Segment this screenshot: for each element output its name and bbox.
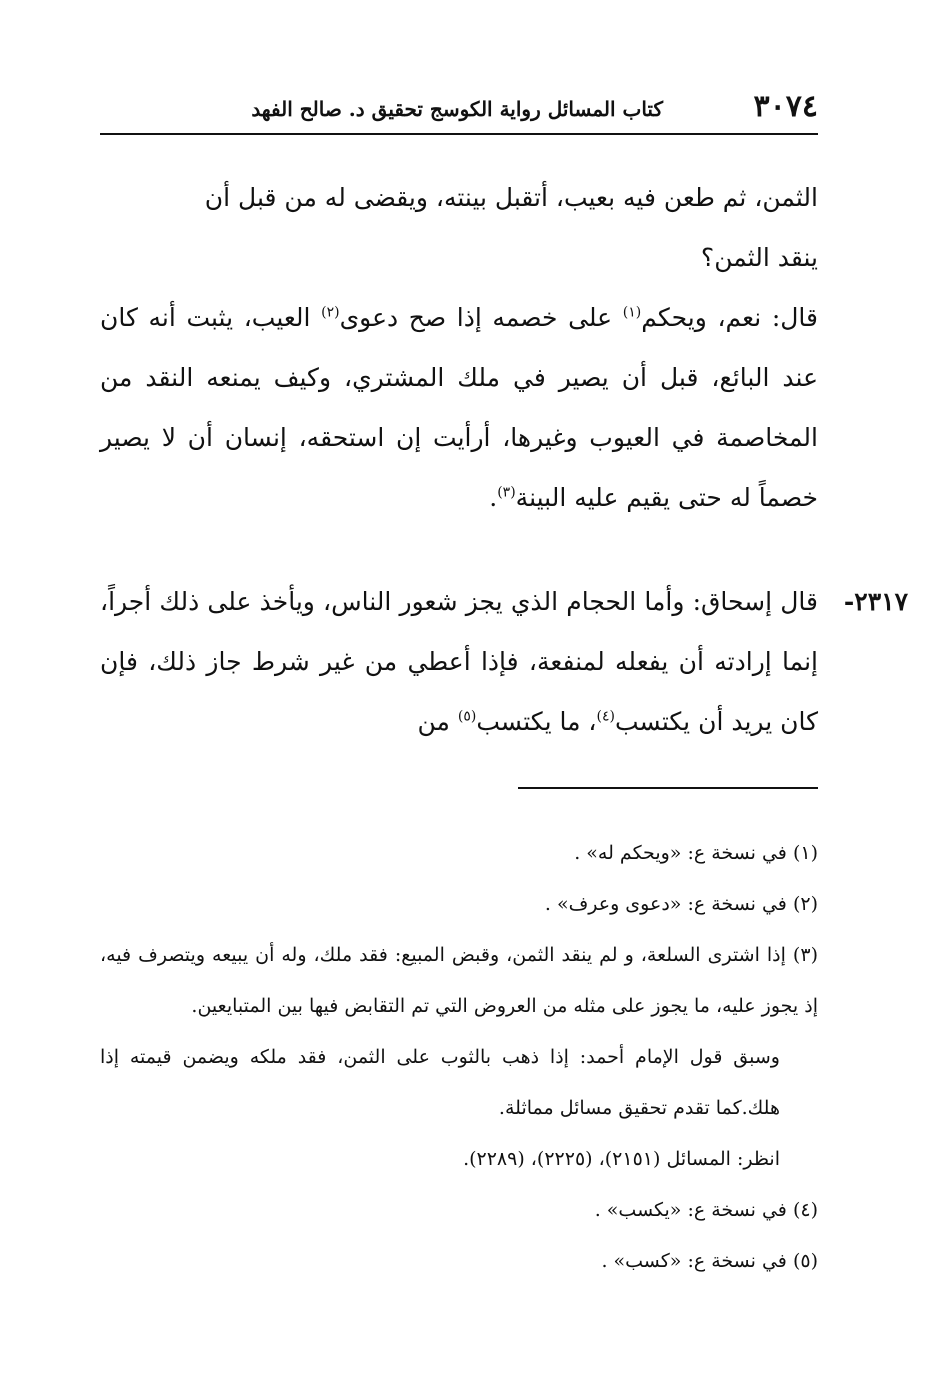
footnote-4	[100, 1185, 818, 1236]
footnote-text: في نسخة ع: «يكسب» .	[594, 1199, 787, 1221]
footnote-number: (١)	[792, 842, 818, 864]
answer-text-a: قال: نعم، ويحكم	[641, 303, 818, 332]
footnote-ref-3[interactable]: (٣)	[497, 484, 516, 501]
paragraph-answer	[100, 288, 818, 528]
answer-text-d: .	[489, 483, 498, 512]
entry-2317	[100, 572, 908, 752]
header-rule	[100, 133, 818, 135]
footnote-3	[100, 930, 818, 1032]
footnote-number: (٤)	[792, 1199, 818, 1221]
footnote-ref-1[interactable]: (١)	[622, 304, 642, 321]
footnote-1	[100, 828, 818, 879]
entry-number: ٢٣١٧-	[843, 587, 908, 616]
answer-text-c: العيب، يثبت أنه كان عند البائع، قبل أن يصير في ملك المشتري، وكيف يمنعه النقد من المخاصمة في العيوب وغيرها، أرأيت إن استحقه، إنسان أن لا يصير خصماً له حتى يقيم عليه البينة	[100, 303, 818, 512]
footnote-ref-2[interactable]: (٢)	[321, 304, 340, 321]
footnote-rule	[518, 787, 818, 789]
page-number: ٣٠٧٤	[753, 89, 818, 124]
question-line-1: الثمن، ثم طعن فيه بعيب، أتقبل بينته، ويقضى له من قبل أن	[204, 183, 818, 212]
running-title: كتاب المسائل رواية الكوسج تحقيق د. صالح الفهد	[251, 97, 663, 121]
footnote-3-reference	[100, 1134, 818, 1185]
footnote-text: في نسخة ع: «كسب» .	[601, 1250, 787, 1272]
entry-text-b: ، ما يكتسب	[476, 707, 597, 736]
footnote-ref-4[interactable]: (٤)	[596, 708, 615, 725]
footnote-ref-5[interactable]: (٥)	[457, 708, 477, 725]
footnote-number: (٥)	[792, 1250, 818, 1272]
footnote-2	[100, 879, 818, 930]
footnote-text: انظر: المسائل (٢١٥١)، (٢٢٢٥)، (٢٢٨٩).	[463, 1148, 780, 1170]
page-header	[100, 88, 818, 128]
footnote-5	[100, 1236, 818, 1287]
paragraph-question	[100, 168, 818, 288]
footnote-text: إذا اشترى السلعة، و لم ينقد الثمن، وقبض المبيع: فقد ملك، وله أن يبيعه ويتصرف فيه، إذ يجوز عليه، ما يجوز على مثله من العروض التي تم التقابض فيها بين المتبايعين.	[100, 944, 818, 1017]
entry-text-a: قال إسحاق: وأما الحجام الذي يجز شعور الناس، ويأخذ على ذلك أجراً، إنما إرادته أن يفعله لمنفعة، فإذا أعطي من غير شرط جاز ذلك، فإن كان يريد أن يكتسب	[100, 587, 818, 736]
question-line-2: ينقد الثمن؟	[700, 243, 818, 272]
footnote-number: (٣)	[792, 944, 818, 966]
answer-text-b: على خصمه إذا صح دعوى	[339, 303, 623, 332]
footnote-text: في نسخة ع: «ويحكم له» .	[574, 842, 787, 864]
entry-text-c: من	[417, 707, 458, 736]
footnotes	[100, 828, 818, 1287]
footnote-number: (٢)	[792, 893, 818, 915]
entry-paragraph	[100, 572, 818, 752]
main-text	[100, 168, 818, 528]
footnote-text: في نسخة ع: «دعوى وعرف» .	[544, 893, 787, 915]
footnote-text: وسبق قول الإمام أحمد: إذا ذهب بالثوب على الثمن، فقد ملكه ويضمن قيمته إذا هلك.كما تقدم تحقيق مسائل مماثلة.	[100, 1046, 780, 1119]
footnote-3-continued	[100, 1032, 818, 1134]
